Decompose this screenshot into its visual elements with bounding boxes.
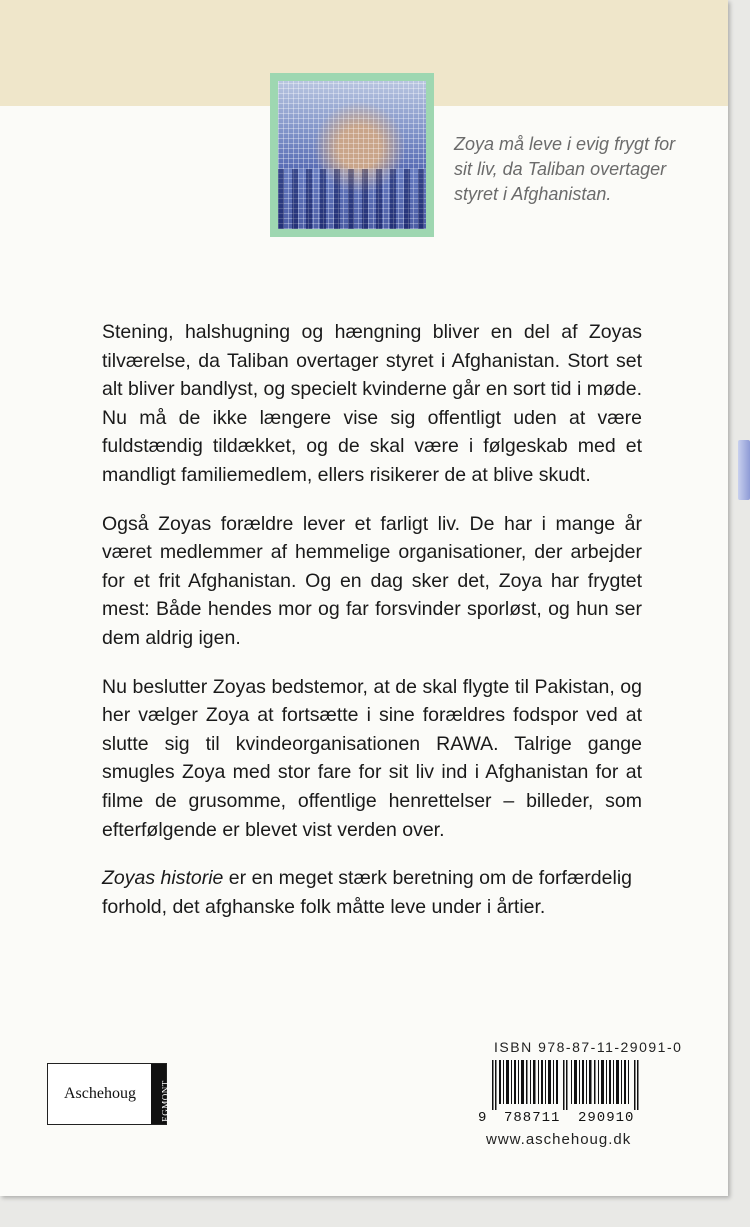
barcode [492,1060,640,1110]
photo-caption [454,132,704,207]
blurb-paragraph-3: Nu beslutter Zoyas bedstemor, at de skal flygte til Pakistan, og her vælger Zoya at fortsætte i sine forældres fodspor ved at slutte sig til kvindeorganisationen RAWA. Talrige gange smugles Zoya med stor fare for sit liv ind i Afghanistan for at filme de grusomme, offentlige henrettelser – billeder, som efterfølgende er blevet vist verden over. [102,675,642,841]
caption-line-1: Zoya må leve i evig frygt for [454,134,676,154]
publisher-name: Aschehoug [64,1085,136,1102]
blurb-text [102,318,642,941]
publisher-sub-brand: EGMONT [160,1080,170,1122]
blurb-paragraph-2: Også Zoyas forældre lever et farligt liv. De har i mange år været medlemmer af hemmelige organisationer, der arbejder for et frit Afghanistan. Og en dag sker det, Zoya har frygtet mest: Både hendes mor og far forsvinder sporløst, og hun ser dem aldrig igen. [102,512,642,649]
burqa-folds [278,169,426,229]
barcode-digits-right: 290910 [578,1110,635,1126]
barcode-digit-first: 9 [478,1110,487,1126]
barcode-digits-left: 788711 [504,1110,561,1126]
spine-edge-mark [738,440,750,500]
publisher-website: www.aschehoug.dk [486,1131,632,1148]
burqa-photo [278,81,426,229]
blurb-paragraph-1: Stening, halshugning og hængning bliver en del af Zoyas tilværelse, da Taliban overtager styret i Afghanistan. Stort set alt bliver bandlyst, og specielt kvinderne går en sort tid i møde. Nu må de ikke længere vise sig offentligt uden at være fuldstændig tildækket, og de skal være i følgeskab med et mandligt familiemedlem, ellers risikerer de at blive skudt. [102,321,642,486]
publisher-logo [47,1063,170,1125]
caption-line-3: styret i Afghanistan. [454,184,612,204]
isbn-label: ISBN 978-87-11-29091-0 [494,1039,683,1055]
blurb-paragraph-4 [102,864,642,921]
book-title-italic: Zoyas historie [102,867,224,890]
blurb-paragraph-4-rest: er en meget stærk beretning om de forfærdelig forhold, det afghanske folk måtte leve under i årtier. [102,867,633,918]
caption-line-2: sit liv, da Taliban overtager [454,159,667,179]
cover-photo-frame [270,73,434,237]
